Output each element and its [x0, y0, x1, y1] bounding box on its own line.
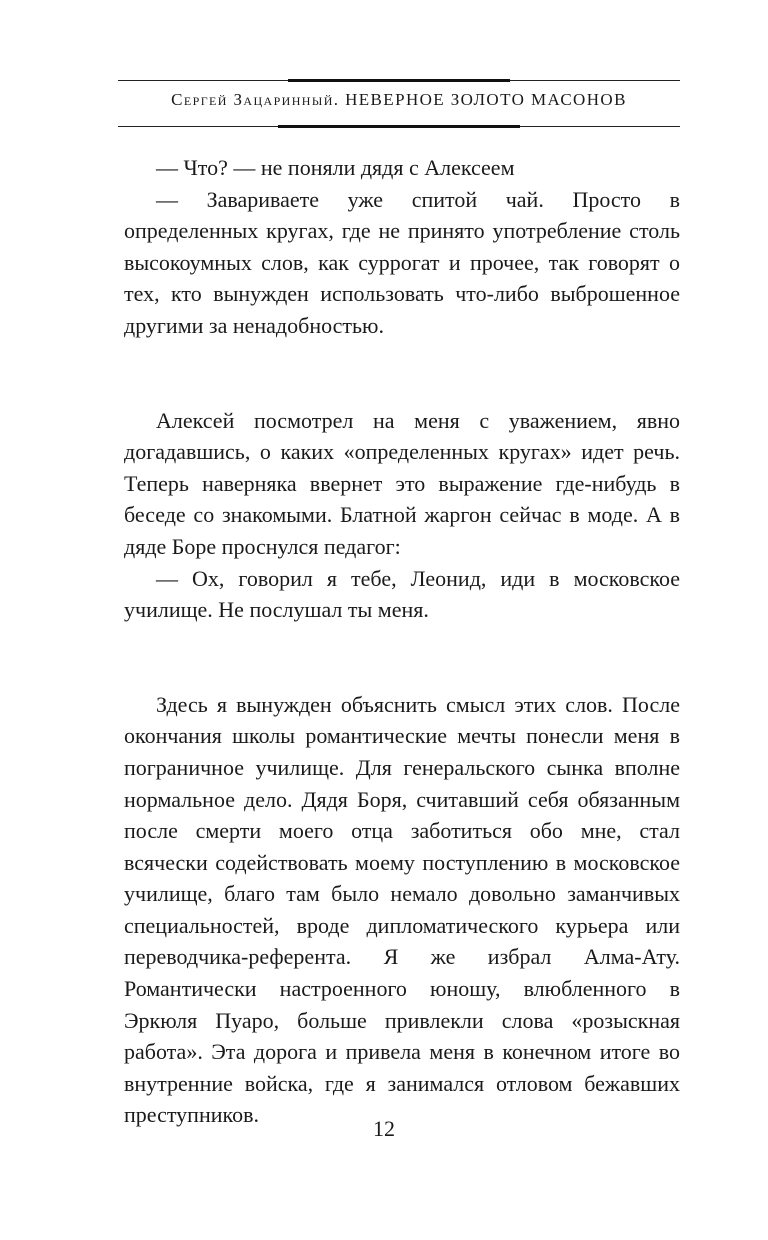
- paragraph: — Что? — не поняли дядя с Алексеем: [156, 155, 515, 180]
- paragraph: Здесь я вынужден объяснить смысл этих слов. После окончания школы романтические мечты понесли меня в пограничное училище. Для генеральского сынка вполне нормальное дело. Дядя Боря, считавший себя обязанным после смерти моего отца заботиться обо мне, стал всячески содействовать моему поступлению в московское училище, благо там было немало довольно заманчивых специальностей, вроде дипломатического курьера или переводчика-референта. Я же избрал Алма-Ату. Романтически настроенного юношу, влюбленного в Эркюля Пуаро, больше привлекли слова «розыскная работа». Эта дорога и привела меня в конечном итоге во внутренние войска, где я занимался отловом бежавших преступников.: [124, 691, 680, 1128]
- page-number: 12: [373, 1116, 395, 1141]
- running-header: [118, 80, 680, 128]
- paragraph: — Завариваете уже спитой чай. Просто в определенных кругах, где не принято употребление столь высокоумных слов, как суррогат и прочее, так говорят о тех, кто вынужден использовать что-либо выброшенное другими за ненадобностью.: [124, 186, 680, 338]
- section-gap: [124, 626, 680, 689]
- section-gap: [124, 342, 680, 405]
- body-text: [124, 152, 680, 1131]
- running-title: Сергей Зацаринный. НЕВЕРНОЕ ЗОЛОТО МАСОНОВ: [171, 90, 627, 109]
- paragraph: — Ох, говорил я тебе, Леонид, иди в московское училище. Не послушал ты меня.: [124, 565, 680, 623]
- paragraph: Алексей посмотрел на меня с уважением, явно догадавшись, о каких «определенных кругах» идет речь. Теперь наверняка ввернет это выражение где-нибудь в беседе со знакомыми. Блатной жаргон сейчас в моде. А в дяде Боре проснулся педагог:: [124, 407, 680, 559]
